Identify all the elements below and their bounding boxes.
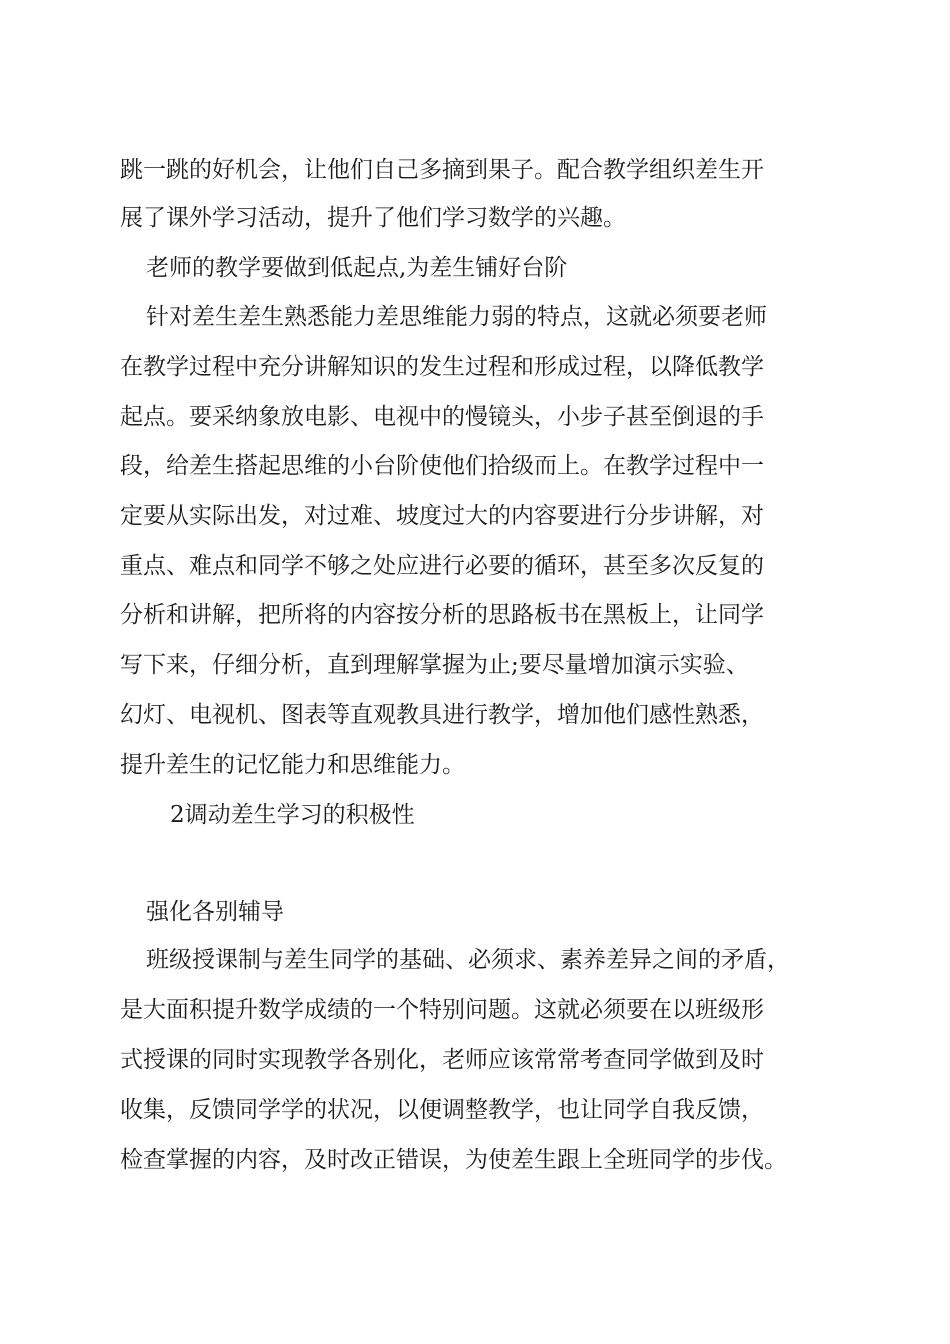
paragraph-3-line-3: 式授课的同时实现教学各别化，老师应该常常考查同学做到及时: [120, 1047, 764, 1073]
paragraph-1-line-1: 跳一跳的好机会，让他们自己多摘到果子。配合教学组织差生开: [120, 157, 764, 183]
section-heading-individual-tutoring: 强化各别辅导: [146, 899, 284, 925]
paragraph-2-line-5: 定要从实际出发，对过难、坡度过大的内容要进行分步讲解，对: [120, 503, 764, 529]
paragraph-2-line-2: 在教学过程中充分讲解知识的发生过程和形成过程，以降低教学: [120, 354, 764, 380]
paragraph-2-line-4: 段，给差生搭起思维的小台阶使他们拾级而上。在教学过程中一: [120, 453, 764, 479]
section-heading-low-starting-point: 老师的教学要做到低起点,为差生铺好台阶: [146, 255, 568, 281]
paragraph-3-line-4: 收集，反馈同学学的状况，以便调整教学，也让同学自我反馈，: [120, 1097, 764, 1123]
paragraph-3-line-2: 是大面积提升数学成绩的一个特别问题。这就必须要在以班级形: [120, 997, 764, 1023]
paragraph-2-line-1: 针对差生差生熟悉能力差思维能力弱的特点，这就必须要老师: [146, 304, 767, 330]
paragraph-2-line-6: 重点、难点和同学不够之处应进行必要的循环，甚至多次反复的: [120, 553, 764, 579]
paragraph-1-line-2: 展了课外学习活动，提升了他们学习数学的兴趣。: [120, 205, 626, 231]
paragraph-3-line-1: 班级授课制与差生同学的基础、必须求、素养差异之间的矛盾，: [146, 947, 790, 973]
paragraph-3-line-5: 检查掌握的内容，及时改正错误，为使差生跟上全班同学的步伐。: [120, 1147, 787, 1173]
paragraph-2-line-7: 分析和讲解，把所将的内容按分析的思路板书在黑板上，让同学: [120, 602, 764, 628]
paragraph-2-line-3: 起点。要采纳象放电影、电视中的慢镜头，小步子甚至倒退的手: [120, 404, 764, 430]
paragraph-2-line-9: 幻灯、电视机、图表等直观教具进行教学，增加他们感性熟悉，: [120, 702, 764, 728]
section-heading-motivate-students: 2调动差生学习的积极性: [170, 802, 415, 828]
paragraph-2-line-8: 写下来，仔细分析，直到理解掌握为止;要尽量增加演示实验、: [120, 652, 749, 678]
paragraph-2-line-10: 提升差生的记忆能力和思维能力。: [120, 752, 465, 778]
